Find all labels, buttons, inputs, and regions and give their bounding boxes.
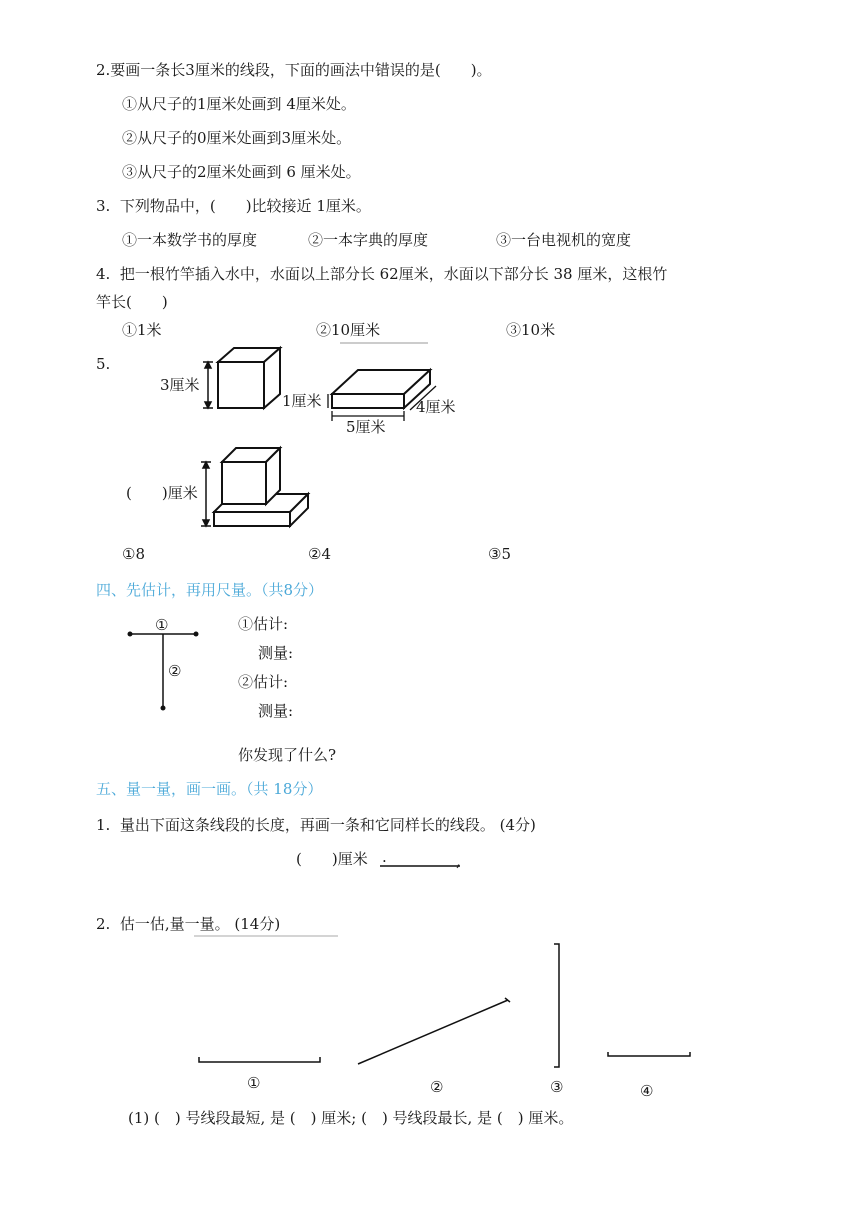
q3-option-2: ②一本字典的厚度: [308, 231, 429, 249]
segment-1: [199, 1057, 320, 1062]
segment-2: [358, 1000, 508, 1064]
q4-stem-line-1: 4. 把一根竹竿插入水中，水面以上部分长 62厘米，水面以下部分长 38 厘米，这根竹: [96, 265, 668, 283]
section-5-q1-answer: ( )厘米: [296, 850, 368, 868]
segment-4: [608, 1052, 690, 1056]
q5-stack-dimension: [201, 462, 211, 526]
q4-option-2: ②10厘米: [316, 321, 381, 339]
segment-3-mark: ③: [550, 1078, 564, 1096]
segment-dot: .: [382, 848, 387, 866]
q2-option-2: ②从尺子的0厘米处画到3厘米处。: [122, 129, 352, 147]
section-5-q2-stem: 2. 估一估,量一量。 (14分): [96, 915, 281, 933]
q5-slab-height-label: 1厘米: [282, 392, 322, 410]
t-mark-1: ①: [155, 616, 169, 634]
section-4-title: 四、先估计，再用尺量。（共8分）: [96, 581, 324, 599]
q5-number: 5.: [96, 355, 111, 373]
t-endpoint-right: [194, 632, 199, 637]
t-endpoint-bottom: [161, 706, 166, 711]
q2-stem: 2.要画一条长3厘米的线段，下面的画法中错误的是( )。: [96, 61, 492, 79]
q5-slab-depth-label: 4厘米: [416, 398, 456, 416]
q4-option-1: ①1米: [122, 321, 162, 339]
q5-stack-figure: [214, 448, 308, 526]
q3-option-3: ③一台电视机的宽度: [496, 231, 632, 249]
section-5-q2-sub1: (1) ( ) 号线段最短, 是 ( ) 厘米; ( ) 号线段最长, 是 ( ) 厘米。: [128, 1109, 574, 1127]
estimate-1-label: ①估计:: [238, 615, 289, 633]
q5-cube-label: 3厘米: [160, 376, 200, 394]
measure-1-label: 测量:: [258, 644, 294, 662]
q5-cube-dimension: [203, 362, 213, 408]
q5-cube-figure: [218, 348, 280, 408]
q5-option-1: ①8: [122, 545, 145, 563]
t-endpoint-left: [128, 632, 133, 637]
t-mark-2: ②: [168, 662, 182, 680]
q5-stack-label: ( )厘米: [126, 484, 198, 502]
q5-option-3: ③5: [488, 545, 511, 563]
segment-4-mark: ④: [640, 1082, 654, 1100]
discover-question: 你发现了什么?: [238, 746, 337, 764]
section-5-q1-stem: 1. 量出下面这条线段的长度，再画一条和它同样长的线段。 (4分): [96, 816, 536, 834]
q5-option-2: ②4: [308, 545, 331, 563]
estimate-2-label: ②估计:: [238, 673, 289, 691]
q4-stem-line-2: 竿长( ): [96, 293, 168, 311]
t-figure: [130, 634, 196, 708]
q2-option-1: ①从尺子的1厘米处画到 4厘米处。: [122, 95, 356, 113]
q3-option-1: ①一本数学书的厚度: [122, 231, 258, 249]
q5-slab-width-label: 5厘米: [346, 418, 386, 436]
segment-3: [554, 944, 559, 1067]
segment-1-mark: ①: [247, 1074, 261, 1092]
q4-option-3: ③10米: [506, 321, 556, 339]
measure-2-label: 测量:: [258, 702, 294, 720]
segment-comma: ,: [456, 852, 461, 870]
segment-2-mark: ②: [430, 1078, 444, 1096]
section-5-title: 五、量一量，画一画。（共 18分）: [96, 780, 323, 798]
q2-option-3: ③从尺子的2厘米处画到 6 厘米处。: [122, 163, 361, 181]
q3-stem: 3. 下列物品中，( )比较接近 1厘米。: [96, 197, 371, 215]
